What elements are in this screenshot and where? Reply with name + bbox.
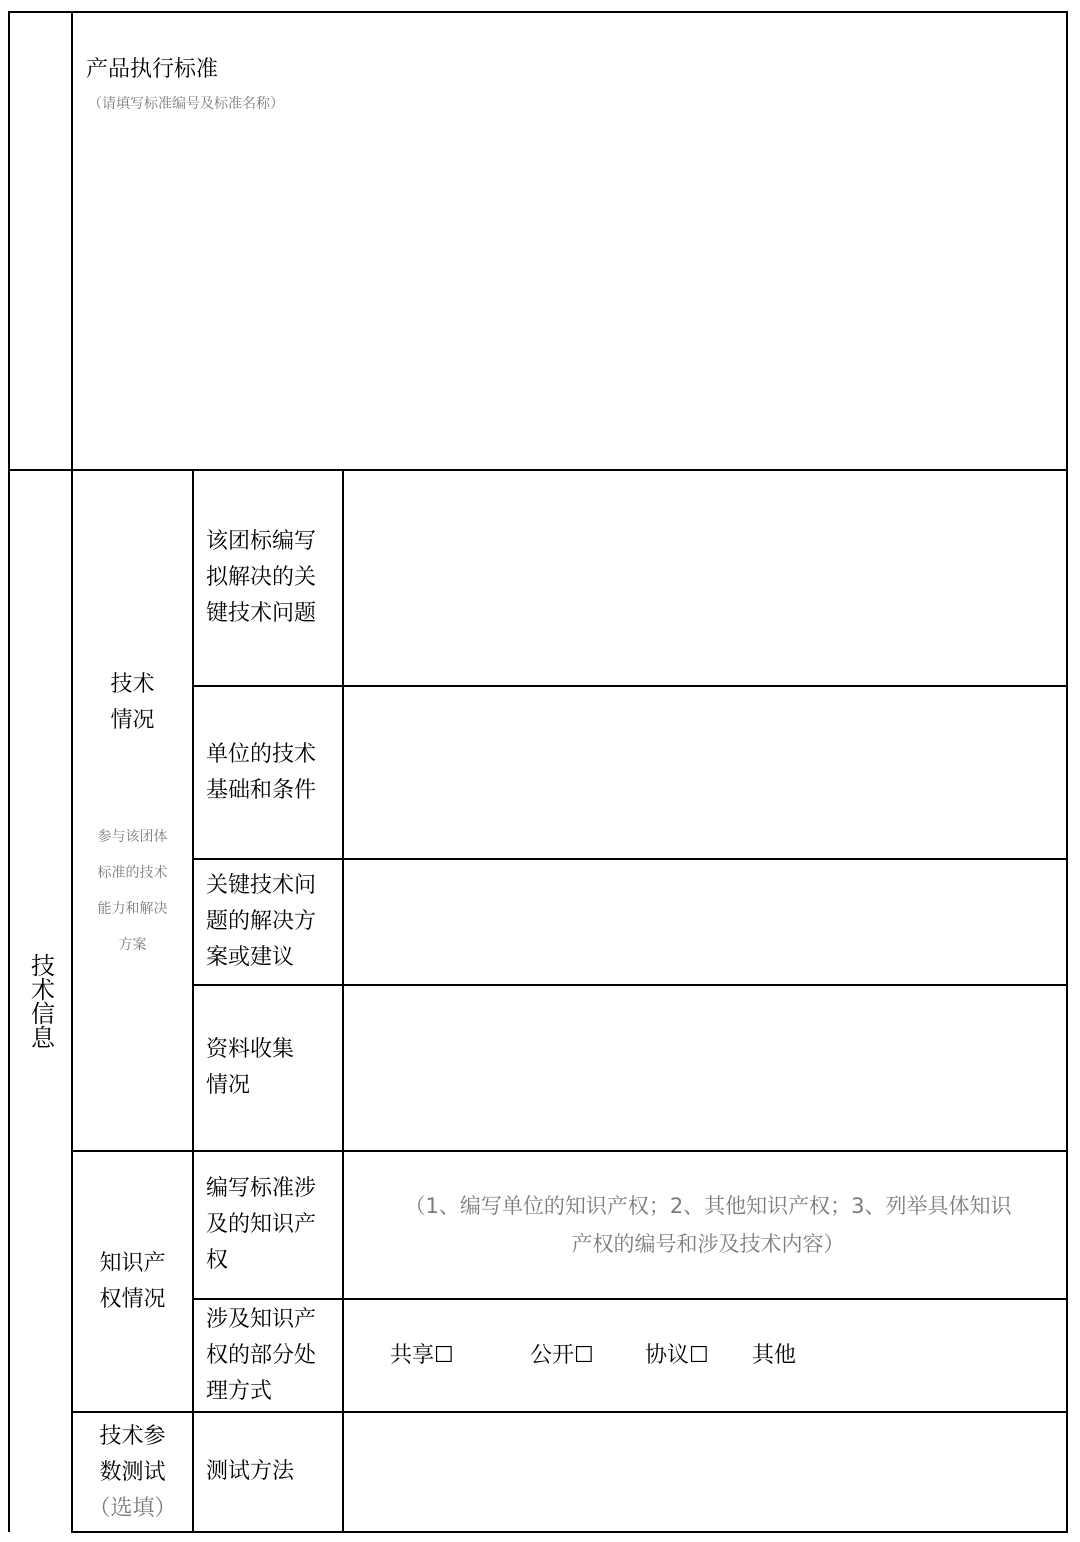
ip-option-other[interactable]: 其他 [752, 1343, 797, 1368]
tech-row-label-materials: 资料收集 情况 [206, 1037, 295, 1098]
tech-situation-label: 技术 情况 [110, 672, 155, 733]
tech-row-label-solutions: 关键技术问 题的解决方 案或建议 [206, 873, 317, 970]
param-test-label: 技术参 数测试 [99, 1424, 166, 1485]
ip-option-public-checkbox[interactable]: 公开☐ [530, 1343, 594, 1368]
product-standard-input-area[interactable] [74, 130, 1064, 466]
ip-row-label-handling: 涉及知识产 权的部分处 理方式 [206, 1306, 317, 1404]
product-standard-title: 产品执行标准 [86, 57, 219, 82]
ip-row-label-involved: 编写标准涉 及的知识产 权 [206, 1176, 317, 1273]
tech-row-label-key-problems: 该团标编写 拟解决的关 键技术问题 [206, 529, 317, 626]
ip-row-value-involved[interactable]: （1、编写单位的知识产权；2、其他知识产权；3、列举具体知识 产权的编号和涉及技术内容） [404, 1194, 1012, 1256]
param-row-label-test-method: 测试方法 [206, 1459, 295, 1484]
tech-situation-note: 参与该团体 标准的技术 能力和解决 方案 [97, 829, 168, 953]
ip-situation-label: 知识产 权情况 [99, 1250, 166, 1312]
product-standard-hint: （请填写标准编号及标准名称） [88, 96, 284, 112]
tech-row-value-foundation[interactable] [344, 687, 1066, 858]
tech-row-value-materials[interactable] [344, 986, 1066, 1150]
ip-option-share-checkbox[interactable]: 共享☐ [390, 1343, 454, 1368]
ip-option-agreement-checkbox[interactable]: 协议☐ [645, 1343, 709, 1368]
border-bottom [71, 1531, 1068, 1533]
param-test-group [73, 1413, 192, 1531]
divider-group-col [192, 469, 194, 1533]
tech-row-value-key-problems[interactable] [344, 471, 1066, 685]
tech-situation-group [73, 471, 192, 1150]
section-label-technical-info [10, 471, 71, 1531]
border-right [1066, 11, 1068, 1533]
section-label-text: 技术信息 [26, 953, 55, 1049]
param-row-value-test-method[interactable] [344, 1413, 1066, 1531]
param-test-optional: （选填） [88, 1496, 177, 1521]
border-top [8, 11, 1068, 13]
tech-row-label-foundation: 单位的技术 基础和条件 [206, 741, 317, 803]
tech-row-value-solutions[interactable] [344, 860, 1066, 984]
